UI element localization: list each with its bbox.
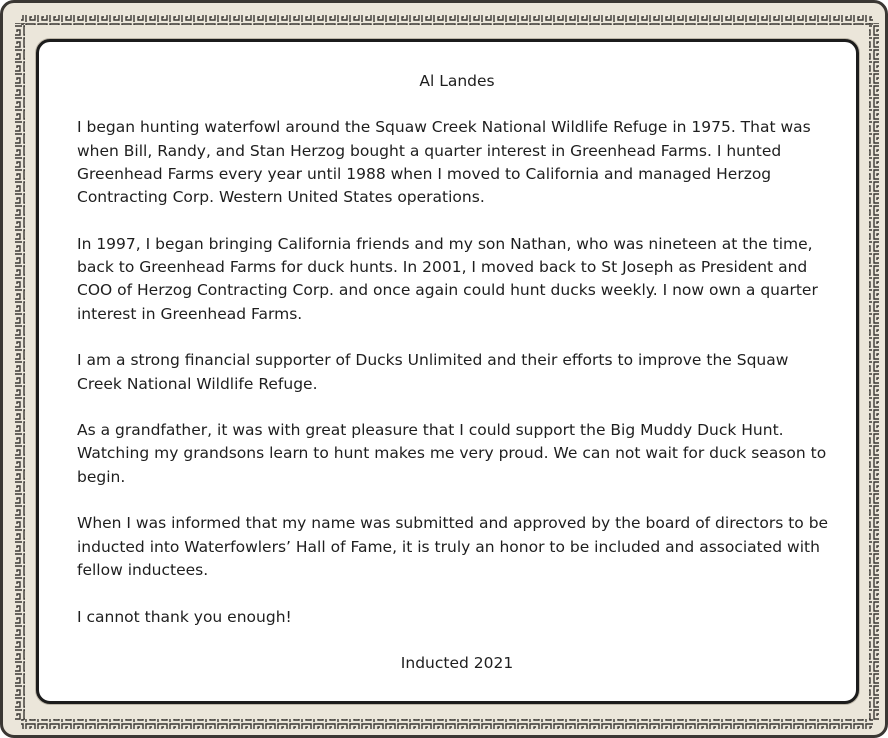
inducted-year: Inducted 2021: [400, 654, 514, 673]
paragraph-4: As a grandfather, it was with great pleasure that I could support the Big Muddy Duck Hunt. Watching my grandsons learn to hunt makes me very proud. We can not wait for duck season to begin.: [77, 421, 827, 486]
paragraph-1: I began hunting waterfowl around the Squaw Creek National Wildlife Refuge in 1975. That was when Bill, Randy, and Stan Herzog bought a quarter interest in Greenhead Farms. I hunted Greenhead Farms every year until 1988 when I moved to California and managed Herzog Contracting Corp. Western United States operations.: [77, 118, 811, 207]
content-panel: [36, 39, 859, 704]
paragraph-5: When I was informed that my name was submitted and approved by the board of directors to be inducted into Waterfowlers’ Hall of Fame, it is truly an honor to be included and associated with fellow inductees.: [77, 514, 829, 579]
inductee-name: Al Landes: [419, 72, 495, 90]
paragraph-6: I cannot thank you enough!: [77, 607, 292, 626]
paragraph-2: In 1997, I began bringing California friends and my son Nathan, who was nineteen at the time, back to Greenhead Farms for duck hunts. In 2001, I moved back to St Joseph as President and COO of Herzog Contracting Corp. and once again could hunt ducks weekly. I now own a quarter interest in Greenhead Farms.: [77, 234, 818, 323]
paragraph-3: I am a strong financial supporter of Ducks Unlimited and their efforts to improve the Squaw Creek National Wildlife Refuge.: [77, 351, 789, 393]
biography-text: [77, 70, 837, 675]
